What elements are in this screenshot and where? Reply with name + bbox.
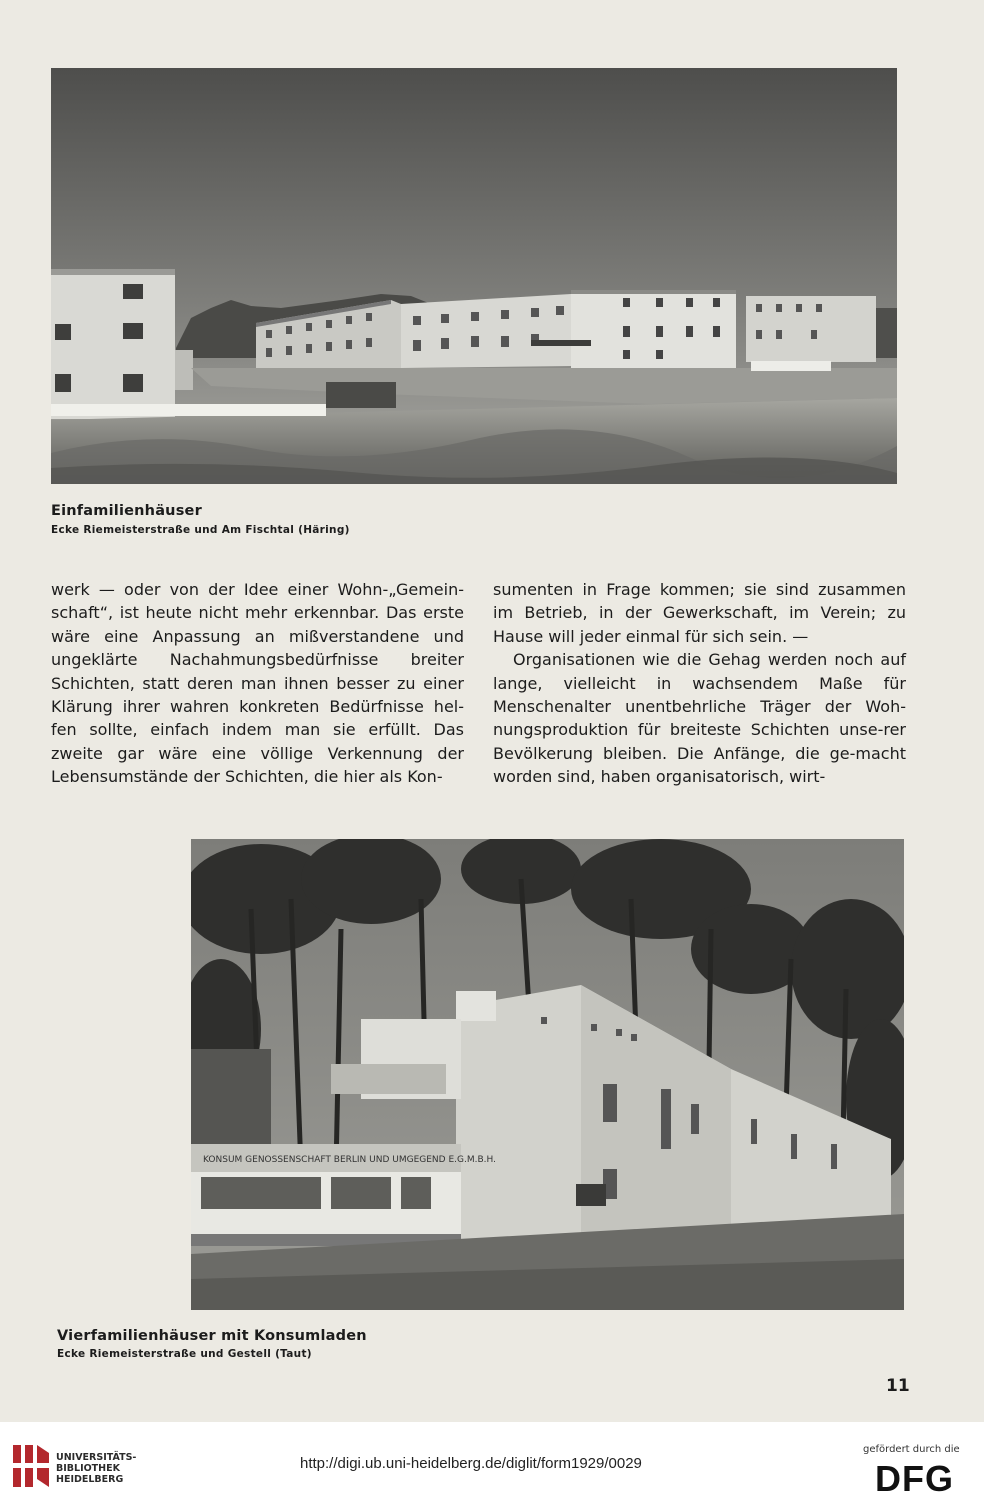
- shop-sign-text: KONSUM GENOSSENSCHAFT BERLIN UND UMGEGEND E.G.M.B.H.: [203, 1155, 496, 1165]
- page-number: 11: [886, 1376, 910, 1396]
- caption-title-bottom: Vierfamilienhäuser mit Konsumladen: [57, 1328, 367, 1344]
- library-line: BIBLIOTHEK: [56, 1463, 120, 1474]
- text-column-right: [493, 578, 906, 789]
- caption-subtitle-bottom: Ecke Riemeisterstraße und Gestell (Taut): [57, 1348, 312, 1360]
- library-line: UNIVERSITÄTS-: [56, 1452, 137, 1463]
- photo-vierfamilienhaeuser: [191, 839, 904, 1310]
- caption-title-top: Einfamilienhäuser: [51, 503, 202, 519]
- library-name: [56, 1452, 136, 1485]
- library-line: HEIDELBERG: [56, 1474, 124, 1485]
- dfg-logo: DFG: [875, 1458, 954, 1499]
- permalink-url[interactable]: http://digi.ub.uni-heidelberg.de/diglit/form1929/0029: [300, 1455, 642, 1472]
- paragraph: sumenten in Frage kommen; sie sind zusammen im Betrieb, in der Gewerkschaft, im Verein; zu Hause will jeder einmal für sich sein. —: [493, 580, 906, 646]
- sponsor-label: gefördert durch die: [863, 1444, 960, 1455]
- paragraph: Organisationen wie die Gehag werden noch auf lange, vielleicht in wachsendem Maße für Menschenalter unentbehrliche Träger der Woh-nungsproduktion für breiteste Schichten unse-rer Bevölkerung bleiben. Die Anfänge, die ge-macht worden sind, haben organisatorisch, wirt-: [493, 650, 906, 787]
- text-column-left: [51, 578, 464, 789]
- photo-einfamilienhaeuser: [51, 68, 897, 484]
- paragraph: werk — oder von der Idee einer Wohn-„Gemein-schaft“, ist heute nicht mehr erkennbar. Das erste wäre eine Anpassung an mißverstandene und ungeklärte Nachahmungsbedürfnisse breiter Schichten, statt deren man ihnen besser zu einer Klärung ihrer wahren konkreten Bedürfnisse hel-fen sollte, einfach indem man sie erfüllt. Das zweite gar wäre eine völlige Verkennung der Lebensumstände der Schichten, die hier als Kon-: [51, 580, 464, 787]
- university-seal-icon: [11, 1443, 51, 1489]
- caption-subtitle-top: Ecke Riemeisterstraße und Am Fischtal (Häring): [51, 524, 350, 536]
